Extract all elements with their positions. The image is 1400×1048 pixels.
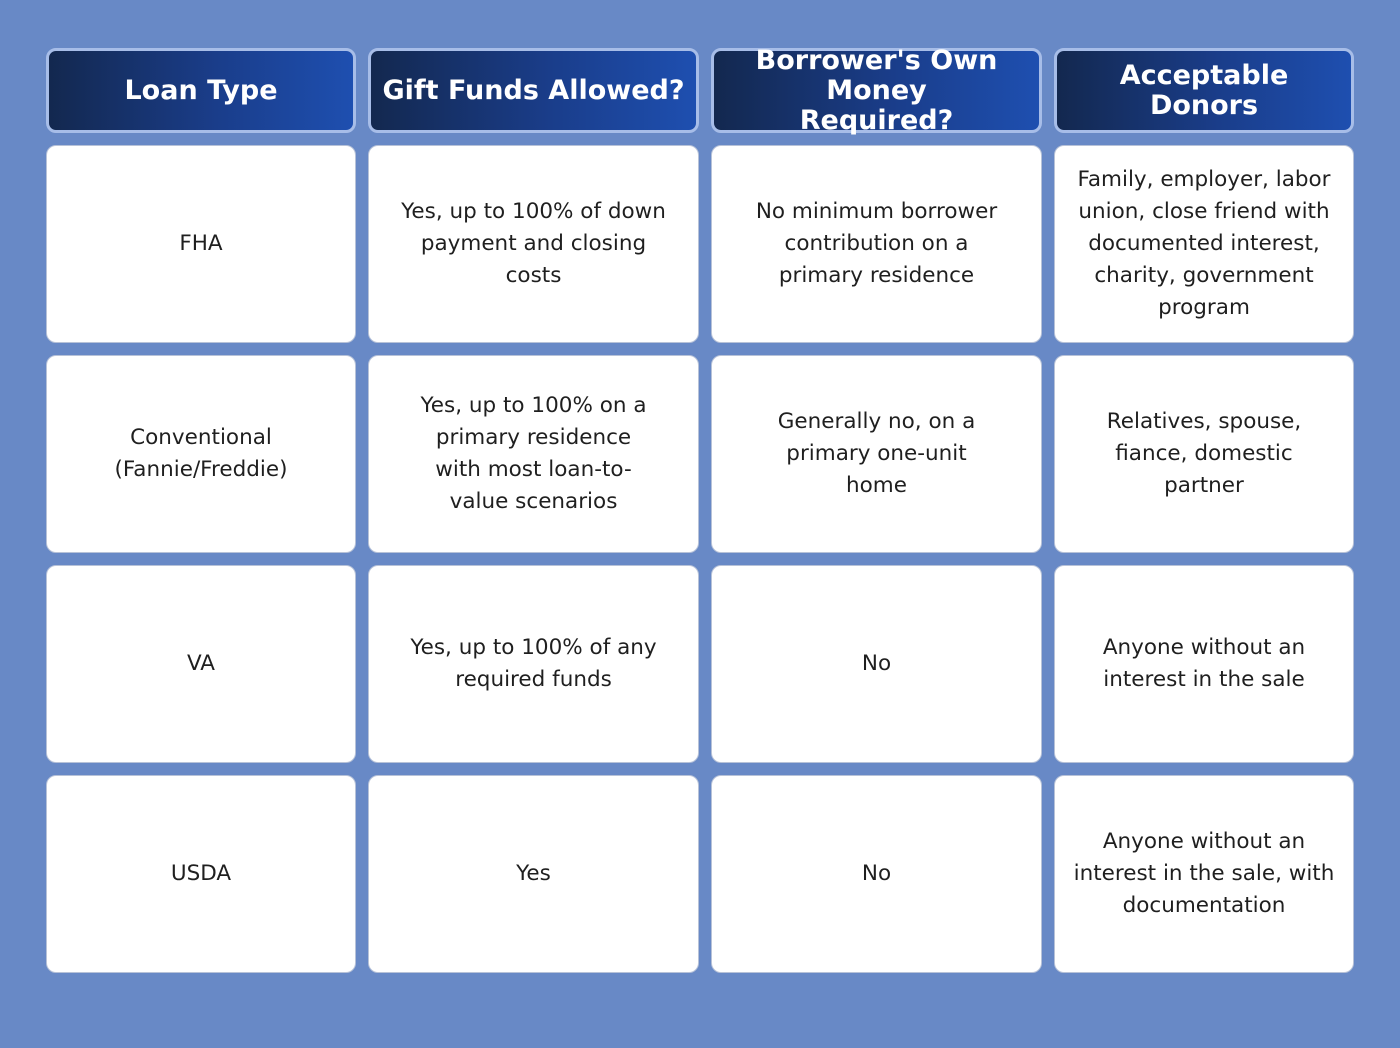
cell-own-money-conventional: Generally no, on a primary one-unit home	[711, 355, 1042, 553]
cell-loan-type-conventional: Conventional (Fannie/Freddie)	[46, 355, 356, 553]
cell-own-money-fha: No minimum borrower contribution on a primary residence	[711, 145, 1042, 343]
comparison-table	[46, 44, 1354, 973]
header-loan-type: Loan Type	[46, 48, 356, 133]
cell-donors-fha: Family, employer, labor union, close friend with documented interest, charity, government program	[1054, 145, 1354, 343]
cell-loan-type-usda: USDA	[46, 775, 356, 973]
header-gift-funds-allowed: Gift Funds Allowed?	[368, 48, 699, 133]
header-acceptable-donors: Acceptable Donors	[1054, 48, 1354, 133]
cell-own-money-usda: No	[711, 775, 1042, 973]
cell-own-money-va: No	[711, 565, 1042, 763]
cell-loan-type-fha: FHA	[46, 145, 356, 343]
cell-donors-va: Anyone without an interest in the sale	[1054, 565, 1354, 763]
header-borrower-own-money: Borrower's Own Money Required?	[711, 48, 1042, 133]
cell-gift-funds-conventional: Yes, up to 100% on a primary residence with most loan-to-value scenarios	[368, 355, 699, 553]
cell-gift-funds-usda: Yes	[368, 775, 699, 973]
cell-donors-conventional: Relatives, spouse, fiance, domestic partner	[1054, 355, 1354, 553]
cell-loan-type-va: VA	[46, 565, 356, 763]
cell-gift-funds-fha: Yes, up to 100% of down payment and closing costs	[368, 145, 699, 343]
cell-gift-funds-va: Yes, up to 100% of any required funds	[368, 565, 699, 763]
cell-donors-usda: Anyone without an interest in the sale, with documentation	[1054, 775, 1354, 973]
